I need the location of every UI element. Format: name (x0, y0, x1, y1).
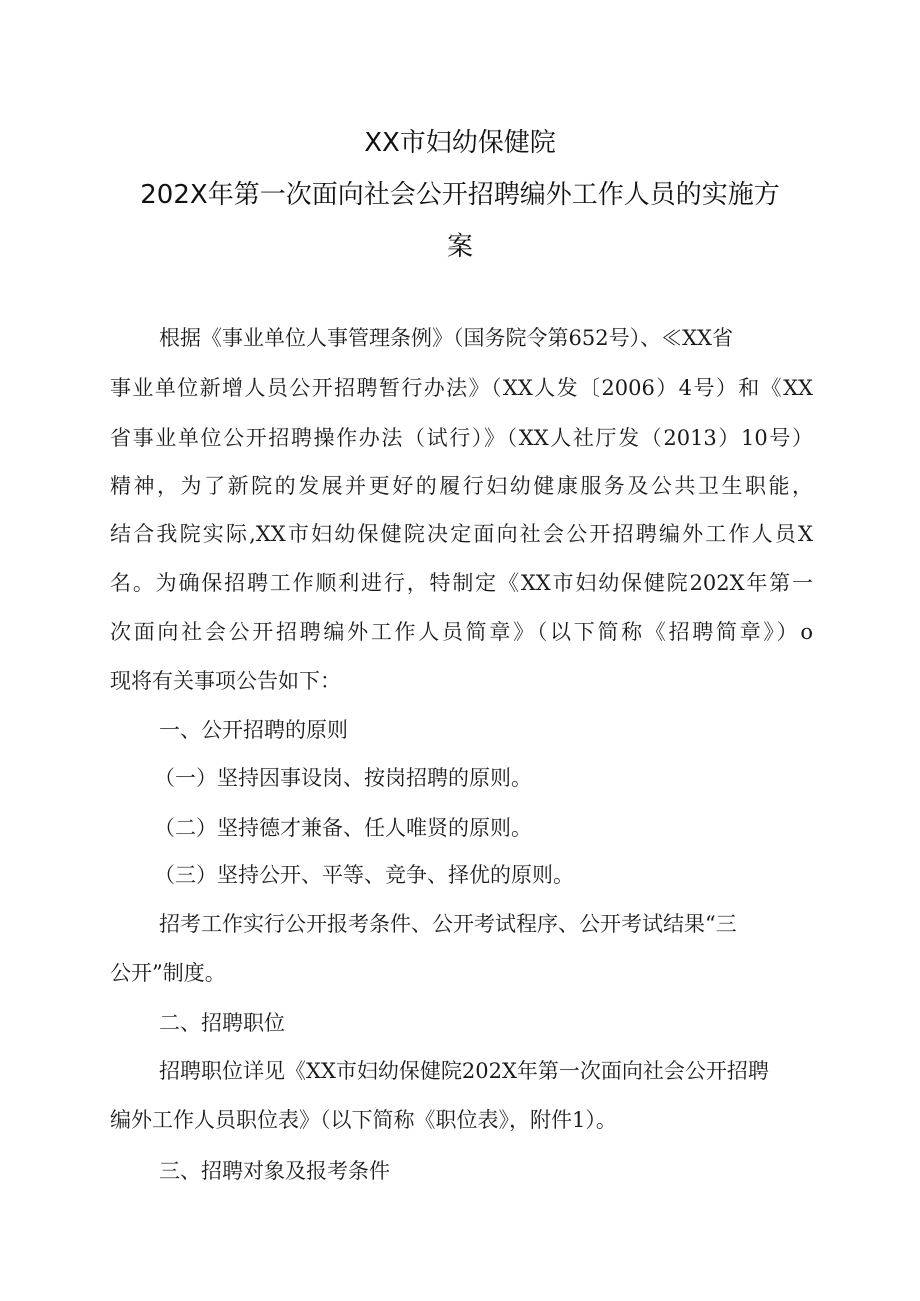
principle-item-2: （二）坚持德才兼备、任人唯贤的原则。 (154, 816, 532, 840)
intro-line-6: 名。为确保招聘工作顺利进行，特制定《XX市妇幼保健院202X年第一 (110, 571, 813, 595)
document-title-line-2: 202X年第一次面向社会公开招聘编外工作人员的实施方 (140, 180, 780, 210)
intro-line-2: 事业单位新增人员公开招聘暂行办法》（XX人发〔2006）4号）和《XX (110, 376, 813, 400)
positions-line-1: 招聘职位详见《XX市妇幼保健院202X年第一次面向社会公开招聘 (159, 1059, 769, 1083)
section-heading-principles: 一、公开招聘的原则 (159, 718, 348, 742)
document-title-line-3: 案 (446, 232, 473, 262)
principle-item-1: （一）坚持因事设岗、按岗招聘的原则。 (154, 766, 532, 790)
section-heading-eligibility: 三、招聘对象及报考条件 (159, 1159, 390, 1183)
intro-line-4: 精神，为了新院的发展并更好的履行妇幼健康服务及公共卫生职能， (110, 474, 813, 498)
three-open-line-1: 招考工作实行公开报考条件、公开考试程序、公开考试结果“三 (159, 912, 737, 936)
section-heading-positions: 二、招聘职位 (159, 1011, 285, 1035)
document-title-line-1: XX市妇幼保健院 (364, 128, 556, 158)
intro-line-5: 结合我院实际,XX市妇幼保健院决定面向社会公开招聘编外工作人员X (110, 522, 813, 546)
intro-line-8: 现将有关事项公告如下： (110, 669, 341, 693)
intro-line-1: 根据《事业单位人事管理条例》（国务院令第652号）、≪XX省 (159, 326, 733, 350)
three-open-line-2: 公开”制度。 (110, 961, 226, 985)
principle-item-3: （三）坚持公开、平等、竞争、择优的原则。 (154, 863, 574, 887)
intro-line-3: 省事业单位公开招聘操作办法（试行）》（XX人社厅发（2013）10号） (110, 426, 813, 450)
intro-line-7: 次面向社会公开招聘编外工作人员简章》（以下简称《招聘简章》）o (110, 620, 813, 644)
positions-line-2: 编外工作人员职位表》（以下简称《职位表》，附件1）。 (110, 1108, 617, 1132)
